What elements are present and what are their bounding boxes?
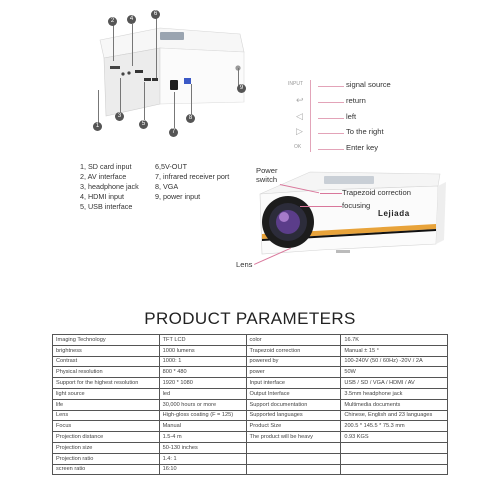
param-value-cell: 0.93 KGS bbox=[341, 432, 448, 443]
callout-leader bbox=[132, 24, 133, 66]
param-value-cell: 200.5 * 145.5 * 75.3 mm bbox=[341, 421, 448, 432]
control-label: return bbox=[346, 96, 366, 105]
param-label-cell: Lens bbox=[53, 410, 160, 421]
param-value-cell: 800 * 480 bbox=[159, 367, 246, 378]
param-value-cell: 1.5-4 m bbox=[159, 432, 246, 443]
callout-line bbox=[320, 193, 342, 194]
callout-1: 1 bbox=[93, 122, 102, 131]
callout-leader bbox=[238, 68, 239, 86]
param-label-cell: screen ratio bbox=[53, 464, 160, 475]
param-label-cell: Output Interface bbox=[246, 388, 341, 399]
control-label: To the right bbox=[346, 127, 384, 136]
param-label-cell bbox=[246, 453, 341, 464]
param-value-cell: TFT LCD bbox=[159, 335, 246, 346]
param-value-cell: Chinese, English and 23 languages bbox=[341, 410, 448, 421]
param-label-cell: Projection ratio bbox=[53, 453, 160, 464]
callout-5: 5 bbox=[139, 120, 148, 129]
params-row bbox=[53, 464, 448, 475]
param-value-cell: 3.5mm headphone jack bbox=[341, 388, 448, 399]
port-item: 7, infrared receiver port bbox=[155, 172, 230, 181]
callout-leader bbox=[144, 82, 145, 120]
param-label-cell: Trapezoid correction bbox=[246, 345, 341, 356]
params-row bbox=[53, 356, 448, 367]
params-row bbox=[53, 345, 448, 356]
control-line bbox=[318, 133, 344, 134]
callout-7: 7 bbox=[169, 128, 178, 137]
control-enter bbox=[288, 143, 428, 155]
port-item: 6,5V-OUT bbox=[155, 162, 187, 171]
control-label: Enter key bbox=[346, 143, 379, 152]
params-row bbox=[53, 432, 448, 443]
focusing-label: focusing bbox=[342, 201, 371, 210]
params-row bbox=[53, 388, 448, 399]
param-label-cell bbox=[246, 464, 341, 475]
param-label-cell: power bbox=[246, 367, 341, 378]
control-line bbox=[318, 86, 344, 87]
callout-4: 4 bbox=[127, 15, 136, 24]
return-icon: ↩ bbox=[296, 95, 304, 105]
params-table bbox=[52, 334, 448, 475]
param-value-cell bbox=[341, 464, 448, 475]
params-row bbox=[53, 378, 448, 389]
port-item: 2, AV interface bbox=[80, 172, 127, 181]
param-value-cell: High-gloss coating (F = 125) bbox=[159, 410, 246, 421]
param-label-cell: color bbox=[246, 335, 341, 346]
callout-leader bbox=[156, 18, 157, 78]
param-label-cell: Input interface bbox=[246, 378, 341, 389]
params-row bbox=[53, 410, 448, 421]
params-row bbox=[53, 367, 448, 378]
control-return bbox=[288, 96, 428, 108]
param-value-cell: Manual ± 15 ° bbox=[341, 345, 448, 356]
control-right bbox=[288, 127, 428, 139]
control-left bbox=[288, 112, 428, 124]
callout-line bbox=[300, 206, 342, 207]
param-label-cell: powered by bbox=[246, 356, 341, 367]
param-label-cell: life bbox=[53, 399, 160, 410]
input-tag: INPUT bbox=[288, 81, 303, 87]
left-arrow-icon: ◁ bbox=[296, 111, 303, 121]
param-label-cell: Product Size bbox=[246, 421, 341, 432]
port-list-col1 bbox=[80, 162, 139, 212]
param-value-cell: 50W bbox=[341, 367, 448, 378]
callout-leader bbox=[174, 92, 175, 130]
port-item: 4, HDMI input bbox=[80, 192, 124, 201]
brand-logo: Lejiada bbox=[378, 209, 410, 218]
control-line bbox=[318, 149, 344, 150]
port-item: 3, headphone jack bbox=[80, 182, 139, 191]
param-value-cell: 1.4: 1 bbox=[159, 453, 246, 464]
params-row bbox=[53, 421, 448, 432]
callout-8: 8 bbox=[186, 114, 195, 123]
param-label-cell: Supported languages bbox=[246, 410, 341, 421]
param-label-cell: Projection size bbox=[53, 442, 160, 453]
param-value-cell bbox=[341, 442, 448, 453]
right-arrow-icon: ▷ bbox=[296, 126, 303, 136]
control-line bbox=[318, 118, 344, 119]
control-line bbox=[318, 102, 344, 103]
param-value-cell: Multimedia documents bbox=[341, 399, 448, 410]
lens-label: Lens bbox=[236, 260, 253, 269]
port-item: 1, SD card input bbox=[80, 162, 132, 171]
trapezoid-label: Trapezoid correction bbox=[342, 188, 411, 197]
param-label-cell: The product will be heavy bbox=[246, 432, 341, 443]
param-label-cell: Support documentation bbox=[246, 399, 341, 410]
param-value-cell: 50-130 inches bbox=[159, 442, 246, 453]
param-value-cell: 16.7K bbox=[341, 335, 448, 346]
param-label-cell: Imaging Technology bbox=[53, 335, 160, 346]
params-row bbox=[53, 399, 448, 410]
param-value-cell bbox=[341, 453, 448, 464]
param-value-cell: Manual bbox=[159, 421, 246, 432]
param-value-cell: 1000 lumens bbox=[159, 345, 246, 356]
callout-leader bbox=[191, 84, 192, 116]
param-label-cell: light source bbox=[53, 388, 160, 399]
param-label-cell bbox=[246, 442, 341, 453]
param-label-cell: Focus bbox=[53, 421, 160, 432]
param-label-cell: Physical resolution bbox=[53, 367, 160, 378]
param-label-cell: Projection distance bbox=[53, 432, 160, 443]
param-value-cell: 1920 * 1080 bbox=[159, 378, 246, 389]
control-label: left bbox=[346, 112, 357, 121]
control-signal-source bbox=[288, 80, 428, 92]
port-item: 9, power input bbox=[155, 192, 201, 201]
callout-3: 3 bbox=[115, 112, 124, 121]
param-value-cell: led bbox=[159, 388, 246, 399]
param-label-cell: Support for the highest resolution bbox=[53, 378, 160, 389]
param-label-cell: brightness bbox=[53, 345, 160, 356]
control-label: signal source bbox=[346, 80, 391, 89]
params-row bbox=[53, 335, 448, 346]
params-title: PRODUCT PARAMETERS bbox=[144, 309, 356, 328]
param-value-cell: 30,000 hours or more bbox=[159, 399, 246, 410]
port-item: 8, VGA bbox=[155, 182, 179, 191]
callout-9: 9 bbox=[237, 84, 246, 93]
param-value-cell: 1000: 1 bbox=[159, 356, 246, 367]
param-value-cell: 100-240V (50 / 60Hz) -20V / 2A bbox=[341, 356, 448, 367]
callout-leader bbox=[120, 78, 121, 114]
callout-2: 2 bbox=[108, 17, 117, 26]
param-value-cell: USB / SD / VGA / HDMI / AV bbox=[341, 378, 448, 389]
param-value-cell: 16:10 bbox=[159, 464, 246, 475]
ok-tag: OK bbox=[294, 144, 302, 150]
params-row bbox=[53, 442, 448, 453]
port-list-col2 bbox=[155, 162, 229, 202]
callout-leader bbox=[113, 23, 114, 61]
port-item: 5, USB interface bbox=[80, 202, 133, 211]
power-switch-label: Power switch bbox=[256, 166, 278, 184]
callout-6: 6 bbox=[151, 10, 160, 19]
param-label-cell: Contrast bbox=[53, 356, 160, 367]
params-row bbox=[53, 453, 448, 464]
callout-leader bbox=[98, 90, 99, 124]
